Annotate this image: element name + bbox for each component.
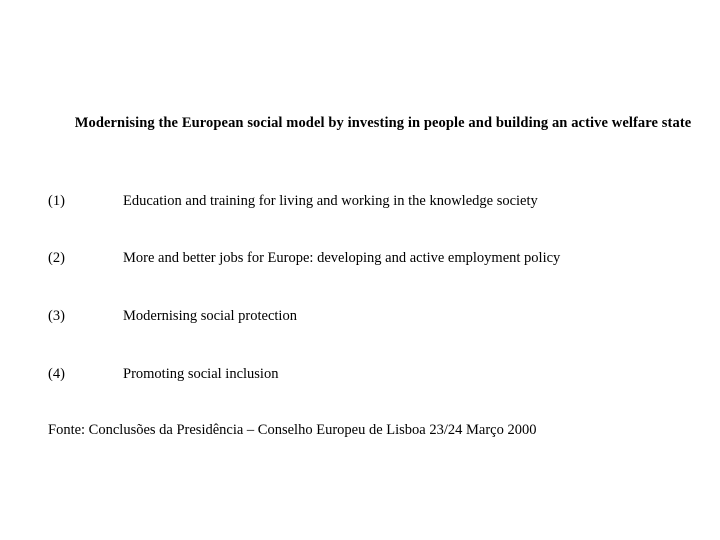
source-note: Fonte: Conclusões da Presidência – Conselho Europeu de Lisboa 23/24 Março 2000 [48, 422, 537, 438]
item-text: Promoting social inclusion [123, 366, 279, 382]
item-text: Education and training for living and working in the knowledge society [123, 193, 538, 209]
item-number: (3) [48, 308, 65, 324]
item-number: (2) [48, 250, 65, 266]
item-text: Modernising social protection [123, 308, 297, 324]
list-item [48, 249, 688, 267]
item-text: More and better jobs for Europe: developing and active employment policy [123, 250, 561, 266]
list-item [48, 365, 688, 383]
slide-title: Modernising the European social model by investing in people and building an active welfare state [74, 115, 692, 131]
item-number: (4) [48, 366, 65, 382]
list-item [48, 307, 688, 325]
item-number: (1) [48, 193, 65, 209]
list-item [48, 192, 688, 210]
